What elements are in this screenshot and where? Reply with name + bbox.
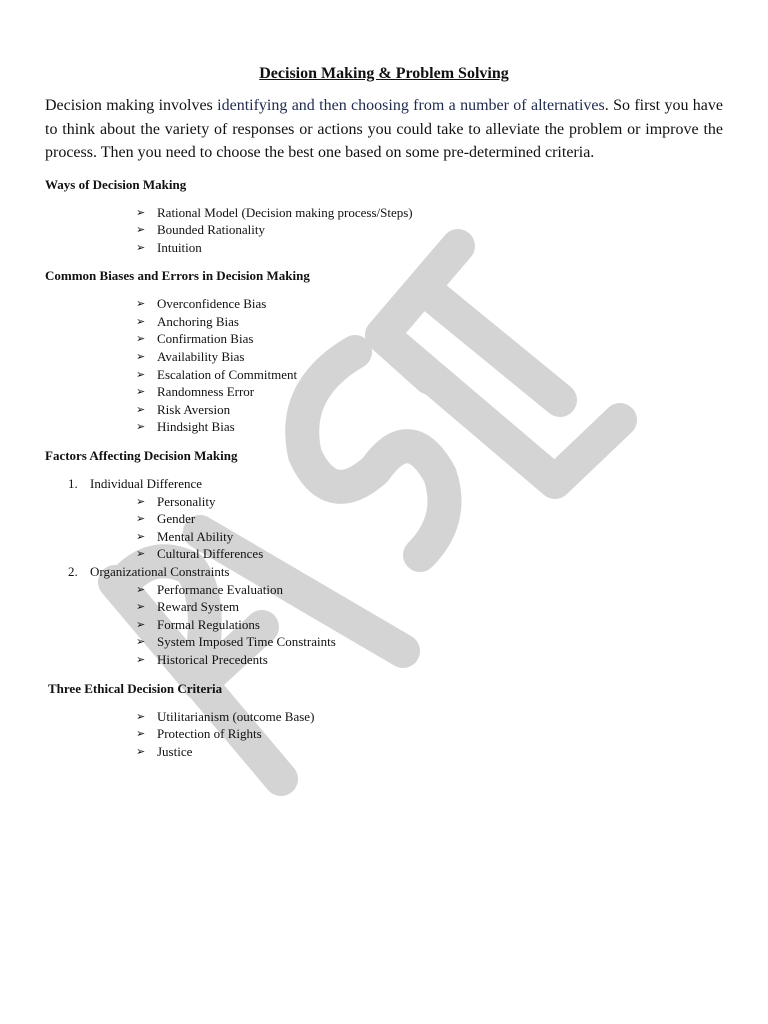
individual-difference-list [68,493,723,563]
arrowhead-icon: ➢ [136,240,146,254]
section-heading-biases: Common Biases and Errors in Decision Making [45,268,310,284]
arrowhead-icon: ➢ [136,635,146,649]
list-item: ➢ Personality [136,493,216,509]
list-item: ➢ Rational Model (Decision making process/Steps) [136,204,413,220]
arrowhead-icon: ➢ [136,600,146,614]
list-item: ➢ System Imposed Time Constraints [136,634,336,650]
arrowhead-icon: ➢ [136,332,146,346]
arrowhead-icon: ➢ [136,350,146,364]
list-item: ➢ Randomness Error [136,384,255,400]
list-item: ➢ Performance Evaluation [136,581,283,597]
list-item: ➢ Utilitarianism (outcome Base) [136,708,315,724]
arrowhead-icon: ➢ [136,385,146,399]
list-item: ➢ Historical Precedents [136,651,268,667]
arrowhead-icon: ➢ [136,402,146,416]
list-item: ➢ Availability Bias [136,349,245,365]
intro-paragraph [45,94,723,165]
numbered-item: 2. Organizational Constraints ➢ Performance Evaluation ➢ Reward System ➢ Formal Regulations ➢ System Imposed Time Constraints ➢ Historical Precedents [68,563,723,669]
ways-list [45,204,723,257]
arrowhead-icon: ➢ [136,314,146,328]
arrowhead-icon: ➢ [136,529,146,543]
arrowhead-icon: ➢ [136,582,146,596]
arrowhead-icon: ➢ [136,744,146,758]
document-title: Decision Making & Problem Solving [259,65,509,82]
arrowhead-icon: ➢ [136,205,146,219]
arrowhead-icon: ➢ [136,494,146,508]
list-item: ➢ Overconfidence Bias [136,296,267,312]
list-item: ➢ Protection of Rights [136,726,262,742]
list-item: ➢ Intuition [136,239,202,255]
document-page [45,62,723,760]
list-item: ➢ Hindsight Bias [136,419,235,435]
list-item: ➢ Mental Ability [136,528,234,544]
arrowhead-icon: ➢ [136,297,146,311]
list-item: ➢ Confirmation Bias [136,331,254,347]
list-item: ➢ Justice [136,743,193,759]
list-item: ➢ Formal Regulations [136,616,260,632]
arrowhead-icon: ➢ [136,367,146,381]
arrowhead-icon: ➢ [136,727,146,741]
arrowhead-icon: ➢ [136,617,146,631]
intro-text-start: Decision making involves [45,97,218,114]
ethical-list [45,708,723,761]
list-item: ➢ Reward System [136,599,239,615]
arrowhead-icon: ➢ [136,223,146,237]
list-item: ➢ Anchoring Bias [136,313,239,329]
list-item: ➢ Risk Aversion [136,401,231,417]
section-heading-ways: Ways of Decision Making [45,176,187,192]
numbered-item: 1. Individual Difference ➢ Personality ➢ Gender ➢ Mental Ability ➢ Cultural Differences [68,475,723,563]
arrowhead-icon: ➢ [136,652,146,666]
intro-text-end: . So first you have to think about the variety of responses or actions you could take to alleviate the problem or improve the process. Then you need to choose the best one based on some pre-determined criteria. [45,97,724,161]
biases-list [45,295,723,436]
section-heading-ethical: Three Ethical Decision Criteria [48,680,223,696]
list-item: ➢ Bounded Rationality [136,222,265,238]
factors-list [45,475,723,669]
list-item: ➢ Escalation of Commitment [136,366,298,382]
arrowhead-icon: ➢ [136,512,146,526]
section-heading-factors: Factors Affecting Decision Making [45,448,238,464]
arrowhead-icon: ➢ [136,547,146,561]
organizational-constraints-list [68,581,723,669]
intro-highlight: identifying and then choosing from a number of alternatives [217,97,605,114]
arrowhead-icon: ➢ [136,709,146,723]
list-item: ➢ Gender [136,511,196,527]
arrowhead-icon: ➢ [136,420,146,434]
list-item: ➢ Cultural Differences [136,546,264,562]
